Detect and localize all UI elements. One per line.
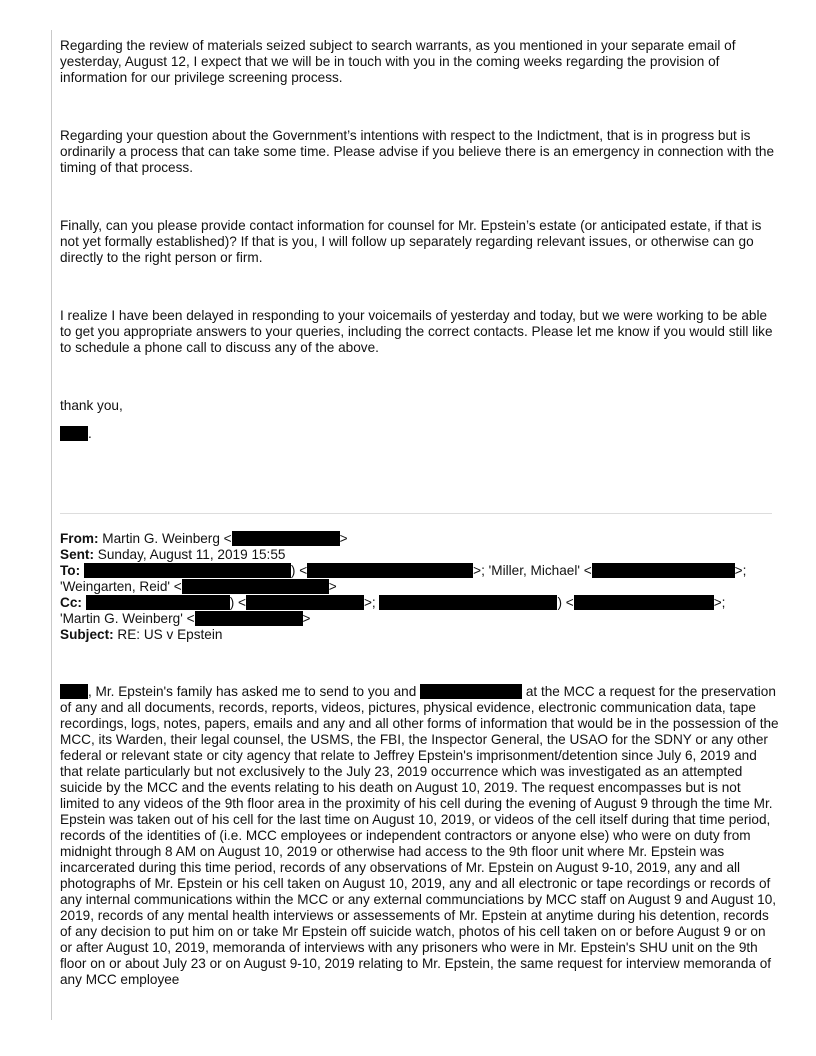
redaction-block — [379, 595, 557, 610]
redaction-block — [60, 684, 88, 699]
header-cc-semi: >; — [363, 595, 376, 610]
closing-line: thank you, — [60, 398, 123, 413]
redaction-block — [232, 531, 340, 546]
redaction-block — [84, 563, 291, 578]
header-subject-value: RE: US v Epstein — [113, 627, 223, 642]
header-cc-end: >; — [713, 595, 726, 610]
redaction-block — [86, 595, 230, 610]
header-to-miller: >; 'Miller, Michael' < — [473, 563, 592, 578]
header-from-label: From: — [60, 531, 99, 546]
header-cc-paren-2: ) < — [557, 595, 574, 610]
header-cc-weinberg-close: > — [302, 611, 311, 626]
header-to-paren: ) < — [290, 563, 308, 578]
header-cc-paren-1: ) < — [229, 595, 246, 610]
redaction-block — [592, 563, 735, 578]
redaction-block — [420, 684, 522, 699]
message-body — [60, 684, 780, 988]
header-cc-label: Cc: — [60, 595, 82, 610]
redaction-block — [246, 595, 364, 610]
header-cc-weinberg: 'Martin G. Weinberg' < — [60, 611, 195, 626]
paragraph-estate-counsel: Finally, can you please provide contact information for counsel for Mr. Epstein’s estate (or anticipated estate, if that is not yet formally established)? If that is you, I will follow up separately regarding relevant issues, or otherwise can go directly to the right person or firm. — [60, 218, 762, 265]
signature-line — [60, 426, 776, 442]
body-lead: , Mr. Epstein's family has asked me to send to you and — [88, 684, 417, 699]
header-sent-label: Sent: — [60, 547, 94, 562]
header-sent-line — [60, 547, 285, 563]
redaction-block — [307, 563, 473, 578]
header-subject-label: Subject: — [60, 627, 114, 642]
body-request-text: at the MCC a request for the preservation of any and all documents, records, reports, videos, pictures, physical evidence, electronic communication data, tape recordings, logs, notes, papers, emails and any and all other forms of information that would be in the possession of the MCC, its Warden, their legal counsel, the USMS, the FBI, the Inspector General, the USAO for the SDNY or any other federal or relevant state or city agency that relate to Jeffrey Epstein's imprisonment/detention since July 6, 2019 and that relate particularly but not exclusively to the July 23, 2019 occurrence which was investigated as an attempted suicide by the MCC and the events relating to his death on August 10, 2019. The request encompasses but is not limited to any videos of the 9th floor area in the proximity of his cell during the evening of August 9 through the time Mr. Epstein was taken out of his cell for the last time on August 10, 2019, or videos of the cell itself during that time period, records of the identities of (i.e. MCC employees or independent contractors or anyone else) who were on duty from midnight through 8 AM on August 10, 2019 or otherwise had access to the 9th floor unit where Mr. Epstein was incarcerated during this time period, records of any observations of Mr. Epstein on August 9-10, 2019, any and all photographs of Mr. Epstein or his cell taken on August 10, 2019, any and all electronic or tape recordings or records of any internal communications within the MCC or any external communciations by MCC staff on August 9 and August 10, 2019, records of any mental health interviews or assessements of Mr. Epstein at anytime during his detention, records of any decision to put him on or take Mr Epstein off suicide watch, photos of his cell taken on or before August 9 or on or after August 10, 2019, memoranda of interviews with any prisoners who were in Mr. Epstein's SHU unit on the 9th floor on or about July 23 or on August 9-10, 2019 relating to Mr. Epstein, the same request for interview memoranda of any MCC employee — [60, 684, 779, 987]
signature-suffix: . — [88, 426, 92, 441]
header-cc-line-2 — [60, 611, 310, 627]
header-from-close: > — [339, 531, 348, 546]
message-divider — [60, 513, 772, 514]
paragraph-search-warrants: Regarding the review of materials seized subject to search warrants, as you mentioned in your separate email of yesterday, August 12, I expect that we will be in touch with you in the coming weeks regarding the provision of information for our privilege screening process. — [60, 38, 736, 85]
header-cc-line — [60, 595, 725, 611]
redaction-block — [182, 579, 329, 594]
header-to-line — [60, 563, 746, 579]
header-to-label: To: — [60, 563, 81, 578]
header-to-weingarten: 'Weingarten, Reid' < — [60, 579, 182, 594]
header-to-weingarten-close: > — [328, 579, 337, 594]
paragraph-indictment: Regarding your question about the Government’s intentions with respect to the Indictment, that is in progress but is ordinarily a process that can take some time. Please advise if you believe there is an emergency in connection with the timing of that process. — [60, 128, 775, 175]
header-sent-value: Sunday, August 11, 2019 15:55 — [93, 547, 286, 562]
header-to-end: >; — [734, 563, 747, 578]
header-subject-line — [60, 627, 222, 643]
redaction-block — [574, 595, 714, 610]
paragraph-voicemails: I realize I have been delayed in responding to your voicemails of yesterday and today, but we were working to be able to get you appropriate answers to your queries, including the correct contacts. Please let me know if you would still like to schedule a phone call to discuss any of the above. — [60, 308, 773, 355]
redaction-block — [60, 426, 88, 441]
quote-margin-line — [51, 30, 52, 1020]
header-from-line — [60, 531, 348, 547]
header-from-value: Martin G. Weinberg < — [98, 531, 232, 546]
redaction-block — [195, 611, 303, 626]
header-to-line-2 — [60, 579, 337, 595]
